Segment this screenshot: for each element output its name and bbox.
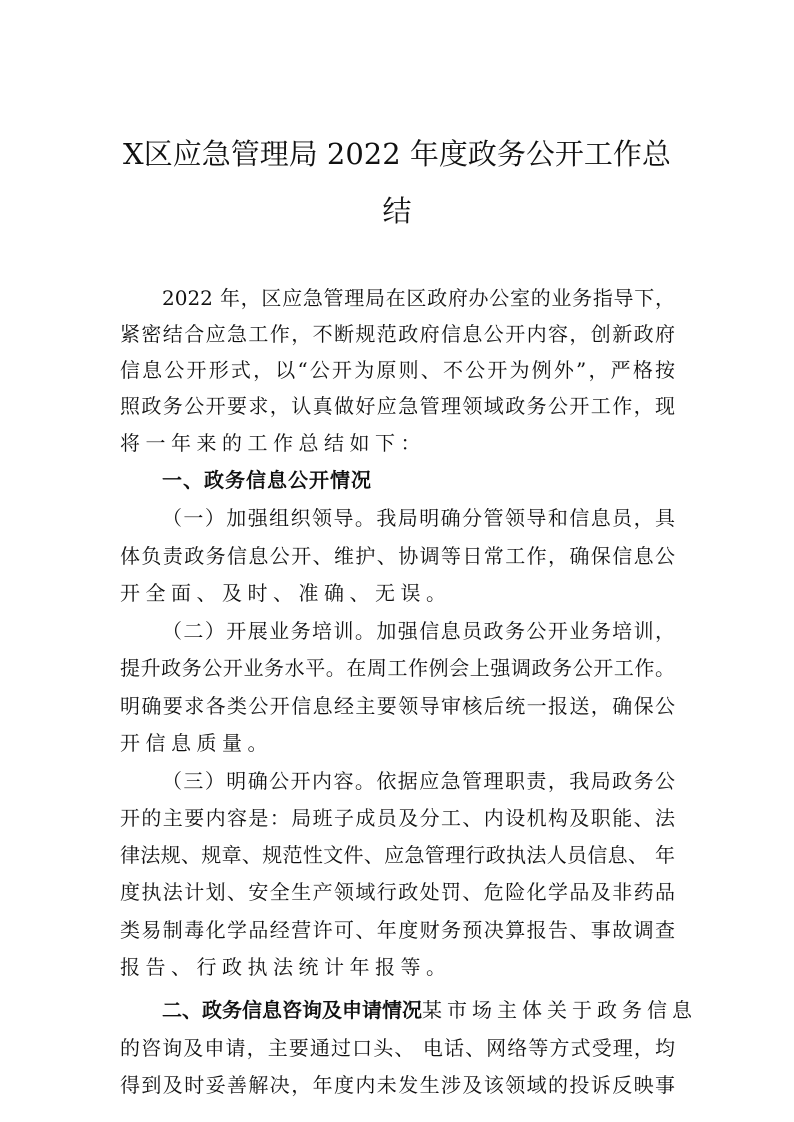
text-line: 将一年来的工作总结如下： xyxy=(120,431,426,455)
section-heading-2: 二、政务信息咨询及申请情况 xyxy=(162,998,422,1022)
text-line: 度执法计划、安全生产领域行政处罚、危险化学品及非药品 xyxy=(120,880,675,904)
text-line: 得到及时妥善解决，年度内未发生涉及该领域的投诉反映事 xyxy=(120,1073,675,1097)
text-line: 类易制毒化学品经营许可、年度财务预决算报告、事故调查 xyxy=(120,918,675,942)
text-line: （二）开展业务培训。加强信息员政务公开业务培训， xyxy=(162,619,675,643)
text-line: 2022 年，区应急管理局在区政府办公室的业务指导下， xyxy=(162,286,675,310)
text-line: 信息公开形式，以“公开为原则、不公开为例外”，严格按 xyxy=(120,358,675,382)
text-span: 某市场主体关于政务信息 xyxy=(422,998,697,1022)
text-line: 照政务公开要求，认真做好应急管理领域政务公开工作，现 xyxy=(120,394,675,418)
text-line: （三）明确公开内容。依据应急管理职责，我局政务公 xyxy=(162,769,675,793)
text-line: 的咨询及申请，主要通过口头、 电话、网络等方式受理，均 xyxy=(120,1036,675,1060)
text-line: 提升政务公开业务水平。在周工作例会上强调政务公开工作。 xyxy=(120,656,675,680)
text-line: 体负责政务信息公开、维护、协调等日常工作，确保信息公 xyxy=(120,544,675,568)
text-line: 开全面、及时、准确、无误。 xyxy=(120,581,452,605)
text-line: 开信息质量。 xyxy=(120,731,273,755)
text-line: 明确要求各类公开信息经主要领导审核后统一报送，确保公 xyxy=(120,694,675,718)
section-heading-1: 一、政务信息公开情况 xyxy=(162,468,372,492)
text-line: 开的主要内容是：局班子成员及分工、内设机构及职能、法 xyxy=(120,806,675,830)
text-line xyxy=(162,998,697,1022)
document-title-line-2: 结 xyxy=(382,194,412,228)
document-title-line-1: X区应急管理局 2022 年度政务公开工作总 xyxy=(123,137,671,171)
text-line: 律法规、规章、规范性文件、应急管理行政执法人员信息、 年 xyxy=(120,843,675,867)
text-line: 紧密结合应急工作，不断规范政府信息公开内容，创新政府 xyxy=(120,322,675,346)
text-line: （一）加强组织领导。我局明确分管领导和信息员，具 xyxy=(162,506,675,530)
text-line: 报告、行政执法统计年报等。 xyxy=(120,955,452,979)
